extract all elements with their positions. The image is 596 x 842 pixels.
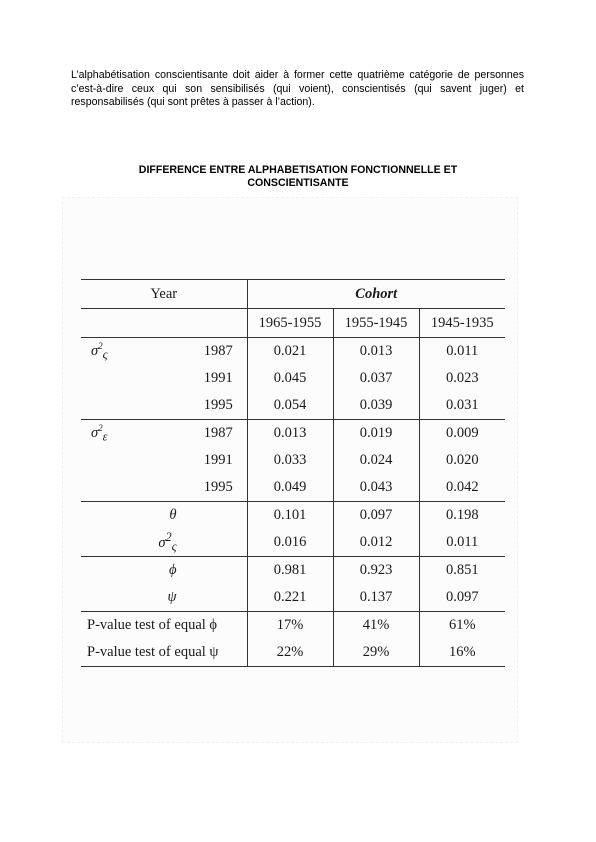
table-row (81, 639, 505, 667)
value-cell: 0.009 (445, 425, 479, 441)
table-row (81, 502, 505, 530)
value-cell: 0.043 (333, 474, 419, 502)
cohort-label: 1945-1935 (419, 309, 505, 338)
sigma-zeta-symbol: $\sigma^2_\varsigma$ (81, 529, 247, 557)
year-cell: 1991 (164, 365, 247, 392)
value-cell: 0.039 (333, 392, 419, 420)
value-cell: 0.049 (247, 474, 333, 502)
psi-symbol: ψ (81, 584, 247, 612)
cohort-header: Cohort (247, 280, 505, 309)
value-cell: 0.923 (333, 557, 419, 585)
table-row (81, 420, 505, 448)
cohort-row (81, 309, 505, 338)
table-row (81, 612, 505, 640)
year-cell: 1995 (164, 392, 247, 420)
value-cell: 0.023 (445, 370, 479, 386)
year-cell: 1987 (164, 338, 247, 366)
value-cell: 0.981 (247, 557, 333, 585)
table-row (81, 447, 505, 474)
value-cell: 29% (333, 639, 419, 667)
table-row (81, 557, 505, 585)
value-cell: 0.101 (247, 502, 333, 530)
year-cell: 1991 (164, 447, 247, 474)
phi-symbol: ϕ (81, 557, 247, 585)
pvalue-psi-label: P-value test of equal ψ (81, 639, 247, 667)
value-cell: 0.019 (333, 420, 419, 448)
value-cell: 0.016 (247, 529, 333, 557)
table-row (81, 365, 505, 392)
value-cell: 16% (419, 639, 505, 667)
value-cell: 41% (333, 612, 419, 640)
sigma-epsilon-symbol: $\sigma^2_\varepsilon$ (91, 422, 108, 444)
value-cell: 0.020 (445, 452, 479, 468)
cohort-variance-table (81, 279, 505, 667)
value-cell: 0.042 (419, 474, 505, 502)
value-cell: 0.198 (445, 507, 479, 523)
section-title (100, 164, 496, 190)
cohort-label: 1965-1955 (247, 309, 333, 338)
value-cell: 0.097 (333, 502, 419, 530)
value-cell: 0.013 (247, 420, 333, 448)
table-row (81, 474, 505, 502)
value-cell: 0.037 (333, 365, 419, 392)
value-cell: 0.851 (445, 562, 479, 578)
value-cell: 0.054 (247, 392, 333, 420)
value-cell: 22% (247, 639, 333, 667)
table-row (81, 338, 505, 366)
sigma-zeta-symbol: $\sigma^2_\varsigma$ (91, 340, 108, 362)
value-cell: 0.097 (419, 584, 505, 612)
value-cell: 0.021 (247, 338, 333, 366)
year-cell: 1995 (164, 474, 247, 502)
value-cell: 0.137 (333, 584, 419, 612)
value-cell: 0.033 (247, 447, 333, 474)
header-row (81, 280, 505, 309)
intro-paragraph: L’alphabétisation conscientisante doit aider à former cette quatrième catégorie de personnes c’est-à-dire ceux qui son sensibilisés (qui voient), conscientisés (qui savent juger) et responsabilisés (qui sont prêtes à passer à l’action). (71, 69, 524, 109)
table-row (81, 529, 505, 557)
table-row (81, 584, 505, 612)
pvalue-phi-label: P-value test of equal ϕ (81, 612, 247, 640)
year-cell: 1987 (164, 420, 247, 448)
title-line-1: DIFFERENCE ENTRE ALPHABETISATION FONCTIONNELLE ET (138, 164, 458, 176)
value-cell: 17% (247, 612, 333, 640)
value-cell: 0.031 (419, 392, 505, 420)
theta-symbol: θ (81, 502, 247, 530)
value-cell: 0.011 (419, 529, 505, 557)
table-row (81, 392, 505, 420)
value-cell: 0.024 (333, 447, 419, 474)
title-line-2: CONSCIENTISANTE (247, 177, 349, 189)
value-cell: 0.013 (333, 338, 419, 366)
value-cell: 0.012 (333, 529, 419, 557)
value-cell: 0.045 (247, 365, 333, 392)
value-cell: 0.011 (446, 343, 479, 359)
year-header: Year (81, 280, 247, 309)
cohort-label: 1955-1945 (333, 309, 419, 338)
value-cell: 61% (448, 617, 476, 633)
value-cell: 0.221 (247, 584, 333, 612)
